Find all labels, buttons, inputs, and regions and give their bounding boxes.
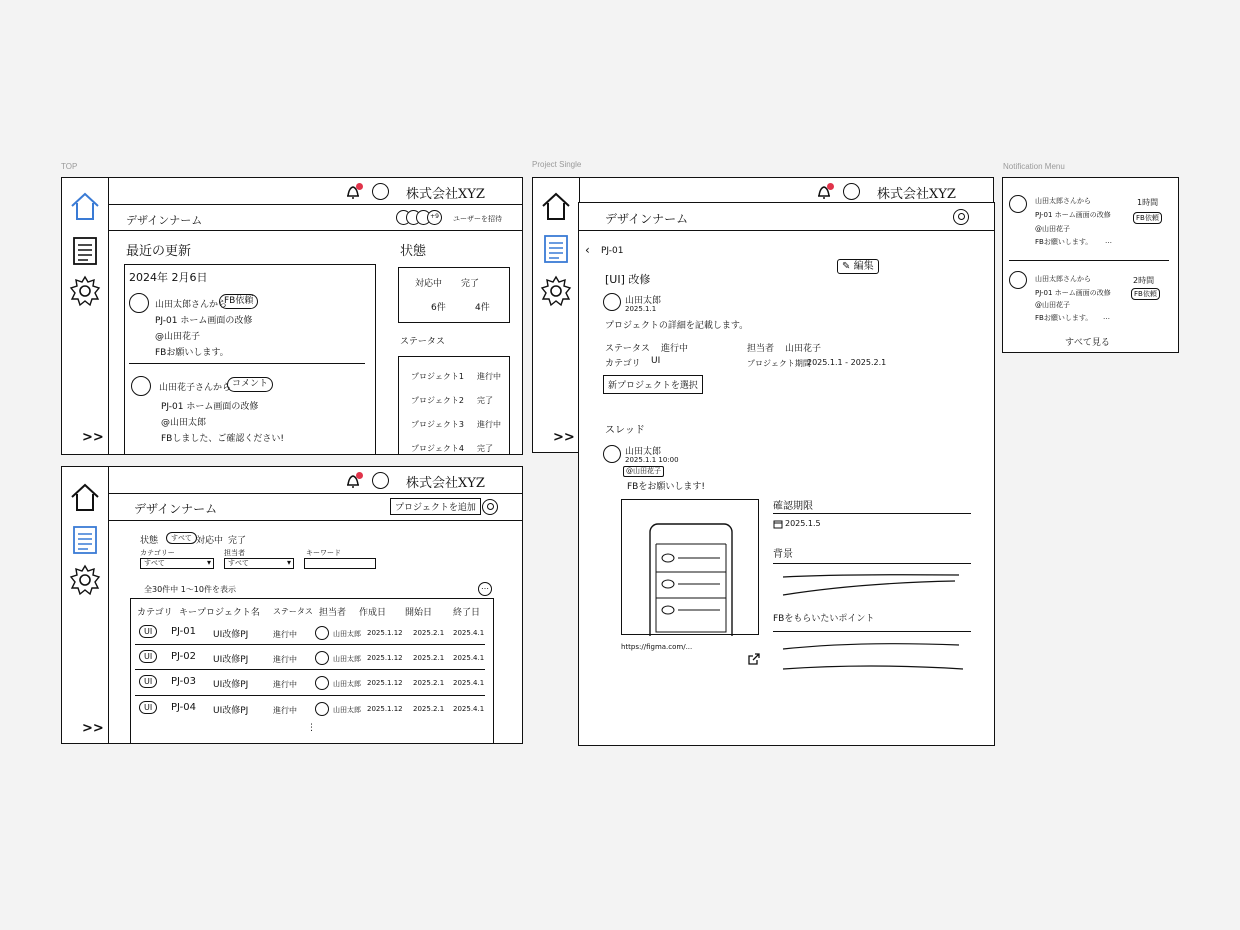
thread-message: FBをお願いします! [627,482,705,492]
keyword-input[interactable] [304,558,376,569]
home-icon[interactable] [539,190,573,224]
project-name: UI改修PJ [213,706,249,716]
owner-select[interactable]: すべて ▾ [224,558,294,569]
start-date: 2025.2.1 [413,679,445,687]
notification-time: 1時間 [1137,198,1159,207]
divider [773,631,971,632]
expand-sidebar-button[interactable]: >> [82,430,104,445]
project-table [130,598,494,744]
notification-mention: @山田花子 [1035,301,1070,309]
status-title: 状態 [400,244,427,259]
column-header: 作成日 [359,608,387,618]
project-name: UI改修PJ [213,680,249,690]
created-date: 2025.1.12 [367,629,403,637]
avatar [1009,195,1027,213]
company-name: 株式会社XYZ [406,476,485,491]
gear-icon[interactable] [68,274,102,308]
design-name: デザインナーム [126,214,203,227]
top-header [108,467,522,494]
divider [773,563,971,564]
project-list-frame [61,466,523,744]
background-title: 背景 [773,549,793,560]
project-status: 進行中 [273,655,297,664]
expand-sidebar-button[interactable]: >> [82,721,104,736]
update-project: PJ-01 ホーム画面の改修 [155,316,253,326]
project-detail-panel [578,202,995,746]
company-name: 株式会社XYZ [877,187,956,202]
column-header: 終了日 [453,608,481,618]
author-date: 2025.1.1 [625,305,657,313]
column-header: 担当者 [319,608,347,618]
update-author: 山田花子さんから [159,383,232,393]
avatar [315,651,329,665]
project-name[interactable]: プロジェクト4 [411,444,464,453]
status-count: 6件 [431,303,446,313]
sidebar [62,467,109,743]
project-name[interactable]: プロジェクト2 [411,396,464,405]
notification-badge [356,472,363,479]
back-chevron-icon[interactable]: ‹ [585,243,590,257]
top-header [108,178,522,205]
divider [773,513,971,514]
notification-message: FBお願いします。 [1035,238,1093,246]
recent-updates-title: 最近の更新 [126,244,192,259]
design-name: デザインナーム [134,502,218,516]
avatar [131,376,151,396]
update-mention: @山田花子 [155,332,201,342]
category-label: カテゴリー [140,549,175,557]
confirm-deadline-title: 確認期限 [773,501,813,512]
divider [129,363,365,364]
home-icon[interactable] [68,190,102,224]
category-tag: UI [139,650,157,663]
select-project-button[interactable]: 新プロジェクトを選択 [603,375,703,394]
project-status: 完了 [477,444,493,453]
gear-icon[interactable] [68,563,102,597]
result-count: 全30件中 1〜10件を表示 [144,585,236,594]
keyword-label: キーワード [306,549,341,557]
created-date: 2025.1.12 [367,705,403,713]
list-icon[interactable] [539,232,573,266]
notification-project: PJ-01 ホーム画面の改修 [1035,289,1111,297]
notification-mention: @山田花子 [1035,225,1070,233]
avatar [129,293,149,313]
notification-author: 山田太郎さんから [1035,275,1091,283]
project-status: 進行中 [273,680,297,689]
search-icon[interactable] [482,499,498,515]
column-header: カテゴリ [137,608,173,618]
update-tag: コメント [227,377,273,392]
scribble-text [779,639,969,673]
avatar [315,702,329,716]
update-message: FBお願いします。 [155,348,229,358]
list-icon[interactable] [68,234,102,268]
project-key: PJ-02 [171,651,196,662]
sidebar [533,178,580,452]
project-title: [UI] 改修 [605,273,651,286]
project-owner: 山田太郎 [333,630,361,638]
project-owner: 山田太郎 [333,655,361,663]
divider [579,230,994,231]
end-date: 2025.4.1 [453,705,485,713]
owner-label: 担当者 [224,549,245,557]
back-link[interactable]: PJ-01 [601,246,624,256]
project-status: 進行中 [273,630,297,639]
edit-button[interactable] [837,259,879,274]
avatar [603,445,621,463]
project-owner: 山田太郎 [333,706,361,714]
category-select[interactable]: すべて ▾ [140,558,214,569]
end-date: 2025.4.1 [453,654,485,662]
company-name: 株式会社XYZ [406,187,485,202]
category-tag: UI [139,701,157,714]
notification-menu [1002,177,1179,353]
filter-all-chip[interactable]: すべて [166,532,197,544]
project-status-title: ステータス [400,337,445,347]
filter-in-progress-chip[interactable]: 対応中 [196,536,224,546]
gear-icon[interactable] [539,274,573,308]
user-avatar[interactable] [372,472,389,489]
phone-mockup-icon [648,522,734,636]
project-name: UI改修PJ [213,655,249,665]
pencil-icon: ✎ [842,261,851,272]
created-date: 2025.1.12 [367,679,403,687]
notification-project: PJ-01 ホーム画面の改修 [1035,211,1111,219]
owner-value: 山田花子 [785,344,822,354]
thread-author: 山田太郎 [625,447,662,457]
period-label: プロジェクト期間 [747,359,811,368]
end-date: 2025.4.1 [453,679,485,687]
member-avatar-more[interactable]: +9 [427,210,442,225]
notification-author: 山田太郎さんから [1035,197,1091,205]
created-date: 2025.1.12 [367,654,403,662]
update-tag: FB依頼 [219,294,258,309]
end-date: 2025.4.1 [453,629,485,637]
notification-message: FBお願いします。 [1035,314,1093,322]
project-key: PJ-01 [171,626,196,637]
see-all-link[interactable]: すべて見る [1065,338,1110,348]
project-description: プロジェクトの詳細を記載します。 [605,321,749,331]
column-header: キー [179,608,198,618]
status-count: 4件 [475,303,490,313]
filter-done-chip[interactable]: 完了 [228,536,247,546]
scribble-text [779,571,969,601]
confirm-date: 2025.1.5 [785,519,821,528]
start-date: 2025.2.1 [413,629,445,637]
avatar [603,293,621,311]
sidebar [62,178,109,454]
external-link-icon[interactable] [747,652,761,666]
status-label: 対応中 [415,279,443,289]
more-rows-indicator: ⋮ [307,723,316,733]
notification-more: … [1103,313,1110,321]
project-status: 進行中 [477,420,501,429]
project-status-panel [398,356,510,455]
project-author: 山田太郎 [625,296,662,306]
project-key: PJ-03 [171,676,196,687]
start-date: 2025.2.1 [413,705,445,713]
column-header: ステータス [273,607,313,616]
status-panel [398,267,510,323]
divider [135,695,485,696]
update-project: PJ-01 ホーム画面の改修 [161,402,259,412]
divider [135,669,485,670]
project-key: PJ-04 [171,702,196,713]
notification-badge [356,183,363,190]
project-name[interactable]: プロジェクト1 [411,372,464,381]
avatar [1009,271,1027,289]
avatar [315,626,329,640]
project-status: 進行中 [477,372,501,381]
column-header: プロジェクト名 [197,608,260,618]
thread-title: スレッド [605,425,645,436]
state-filter-label: 状態 [140,536,159,546]
category-label: カテゴリ [605,359,641,369]
update-date: 2024年 2月6日 [129,271,208,284]
home-icon[interactable] [68,481,102,515]
status-value: 進行中 [661,344,689,354]
status-label: 完了 [461,279,480,289]
column-header: 開始日 [405,608,433,618]
invite-users-link[interactable]: ユーザーを招待 [453,215,502,223]
recent-updates-panel [124,264,376,455]
edit-label: 編集 [853,261,874,272]
notification-tag: FB依頼 [1131,288,1160,300]
top-frame [61,177,523,455]
period-value: 2025.1.1 - 2025.2.1 [807,358,887,367]
divider [108,520,522,521]
top-header [579,178,993,205]
frame-label-top: TOP [61,162,78,171]
project-status: 完了 [477,396,493,405]
category-tag: UI [139,625,157,638]
design-preview[interactable] [621,499,759,635]
update-message: FBしました、ご確認ください! [161,434,284,444]
divider [1009,260,1169,261]
thread-date: 2025.1.1 10:00 [625,456,679,464]
user-avatar[interactable] [372,183,389,200]
more-options-icon[interactable]: … [478,582,492,596]
search-icon[interactable] [953,209,969,225]
expand-sidebar-button[interactable]: >> [553,430,575,445]
category-tag: UI [139,675,157,688]
owner-label: 担当者 [747,344,775,354]
fb-point-title: FBをもらいたいポイント [773,614,875,624]
frame-label-notification-menu: Notification Menu [1003,162,1065,171]
project-name: UI改修PJ [213,630,249,640]
figma-link[interactable]: https://figma.com/... [621,643,693,651]
category-value: UI [651,356,661,366]
status-label: ステータス [605,344,650,354]
notification-time: 2時間 [1133,276,1155,285]
project-owner: 山田太郎 [333,680,361,688]
divider [108,230,522,231]
start-date: 2025.2.1 [413,654,445,662]
calendar-icon [773,519,783,529]
project-name[interactable]: プロジェクト3 [411,420,464,429]
update-mention: @山田太郎 [161,418,207,428]
design-name: デザインナーム [605,212,689,226]
thread-mention[interactable]: @山田花子 [623,466,664,477]
user-avatar[interactable] [843,183,860,200]
project-status: 進行中 [273,706,297,715]
update-author: 山田太郎さんから [155,300,228,310]
divider [135,644,485,645]
notification-tag: FB依頼 [1133,212,1162,224]
notification-more: … [1105,237,1112,245]
frame-label-project-single: Project Single [532,160,582,169]
notification-badge [827,183,834,190]
list-icon[interactable] [68,523,102,557]
avatar [315,676,329,690]
add-project-button[interactable]: プロジェクトを追加 [390,498,481,515]
